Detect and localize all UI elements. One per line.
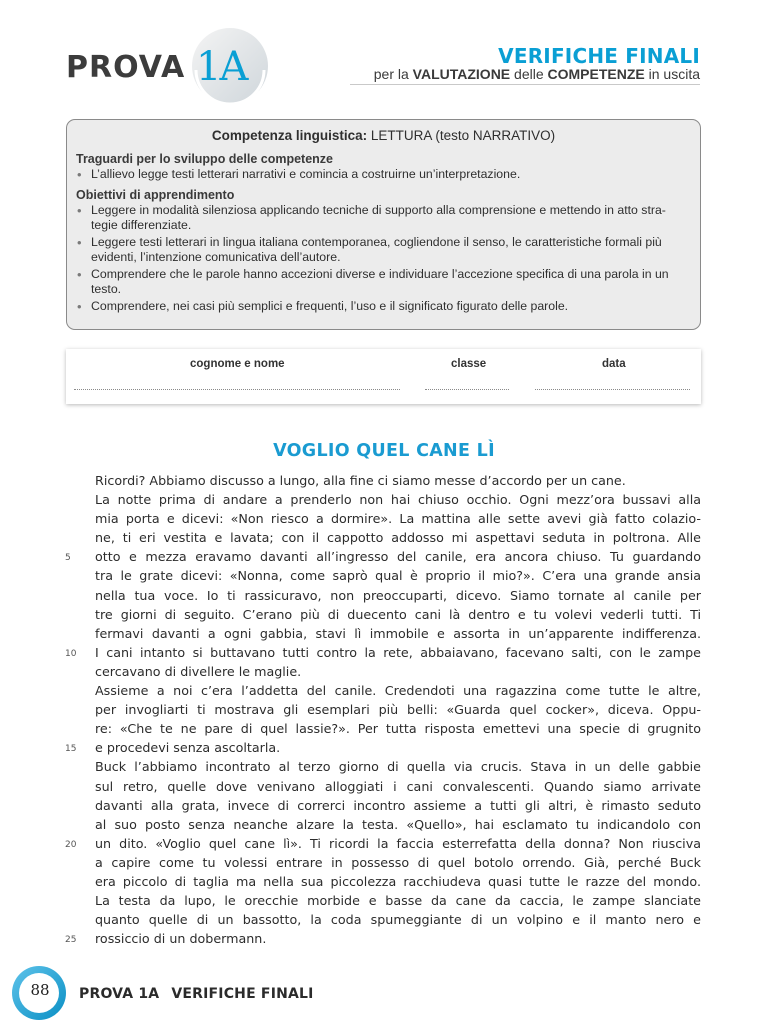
name-label: cognome e nome — [190, 358, 285, 370]
story-title: VOGLIO QUEL CANE LÌ — [273, 441, 495, 461]
line-number: 25 — [65, 935, 77, 945]
obiettivi-item: • Comprendere che le parole hanno accezioni diverse e individuare l’accezione specifica di una parola in un testo. — [76, 267, 691, 297]
line-number: 5 — [65, 553, 71, 563]
story-line: era piccolo di taglia ma nella sua piccolezza racchiudeva quasi tutte le razze del mondo. — [95, 873, 701, 889]
competence-heading: Competenza linguistica: LETTURA (testo NARRATIVO) — [211, 128, 556, 143]
obiettivi-item: • Comprendere, nei casi più semplici e frequenti, l’uso e il significato figurato delle parole. — [76, 299, 691, 314]
class-field[interactable] — [425, 389, 509, 390]
header-prova-label: PROVA — [66, 50, 186, 85]
story-line: quanto quelle di un bassotto, la coda spumeggiante di un volpino e il manto nero e — [95, 912, 701, 928]
date-label: data — [602, 358, 626, 370]
class-label: classe — [451, 358, 487, 370]
story-line: ne, ti eri vestita e lavata; con il cappotto addosso mi aspettavi seduta in poltrona. Alle — [95, 530, 701, 546]
story-line: rossiccio di un dobermann. — [95, 931, 267, 947]
story-line: tre giorni di seguito. C’erano più di duecento cani là dentro e tu volevi vederli tutti. Ti — [95, 606, 701, 622]
story-line: per invogliarti ti mostrava gli esemplari più belli: «Guarda quel cocker», diceva. Oppu- — [95, 702, 701, 718]
story-line: fermavi davanti a ogni gabbia, stavi lì immobile e assorta in un’apparente indifferenza. — [95, 625, 701, 641]
page-number: 88 — [30, 981, 50, 999]
header-divider — [350, 84, 700, 85]
story-text — [95, 471, 701, 948]
obiettivi-item: • Leggere testi letterari in lingua italiana contemporanea, cogliendone il senso, le caratteristiche formali più evidenti, l’intenzione comunicativa dell’autore. — [76, 235, 691, 265]
story-line: La testa da lupo, le orecchie morbide e basse da cane da caccia, le zampe slanciate — [95, 893, 701, 909]
student-info-form — [66, 349, 701, 404]
traguardi-item: • L’allievo legge testi letterari narrativi e comincia a costruirne un’interpretazione. — [76, 167, 691, 182]
name-field[interactable] — [74, 389, 400, 390]
story-line: al suo posto senza neanche alzare la testa. «Quello», hai esclamato tu indicandolo con — [95, 816, 701, 832]
obiettivi-title: Obiettivi di apprendimento — [76, 188, 235, 202]
story-line: cercavano di divellere le maglie. — [95, 663, 302, 679]
date-field[interactable] — [535, 389, 690, 390]
prova-badge-number: 1A — [196, 44, 247, 90]
story-line: I cani intanto si buttavano tutti contro la rete, abbaiavano, facevano salti, con le zampe — [95, 644, 701, 660]
story-line: Assieme a noi c’era l’addetta del canile. Credendoti una ragazzina come tutte le altre, — [95, 683, 701, 699]
story-line: re: «Che te ne pare di quel lassie?». Per tutta risposta emettevi una specie di grugnito — [95, 721, 701, 737]
line-number: 20 — [65, 840, 77, 850]
story-line: tra le grate dicevi: «Nonna, come saprò qual è proprio il mio?». C’era una grande ansia — [95, 568, 701, 584]
header-verifiche-finali: VERIFICHE FINALI — [498, 44, 700, 68]
traguardi-title: Traguardi per lo sviluppo delle competenze — [76, 152, 334, 166]
story-line: Ricordi? Abbiamo discusso a lungo, alla fine ci siamo messe d’accordo per un cane. — [95, 473, 626, 488]
story-line: La notte prima di andare a prenderlo non hai chiuso occhio. Ogni mezz’ora bussavi alla — [95, 492, 701, 508]
obiettivi-item: • Leggere in modalità silenziosa applicando tecniche di supporto alla comprensione e mettendo in atto stra- tegie differenziate. — [76, 203, 691, 233]
competence-box — [66, 119, 701, 330]
story-line: un dito. «Voglio quel cane lì». Ti ricordi la faccia esterrefatta della donna? Non riusciva — [95, 835, 701, 851]
line-number: 15 — [65, 744, 77, 754]
line-number: 10 — [65, 649, 77, 659]
footer-label: PROVA 1A VERIFICHE FINALI — [79, 986, 314, 1002]
story-line: Buck l’abbiamo incontrato al terzo giorno di quella via crucis. Stava in un delle gabbie — [95, 759, 701, 775]
story-line: mia porta e dicevi: «Non riesco a dormire». La mattina alle sette avevi già fatto colazio- — [95, 511, 701, 527]
story-line: otto e mezza eravamo davanti all’ingresso del canile, era ancora chiuso. Tu guardando — [95, 549, 701, 565]
story-line: sul retro, quelle dove venivano alloggiati i cani convalescenti. Quando siamo arrivate — [95, 778, 701, 794]
story-line: a capire come tu volessi entrare in possesso di quel botolo orrendo. Già, perché Buck — [95, 854, 701, 870]
story-line: davanti alla grata, invece di correrci incontro assieme a tutti gli altri, è rimasto seduto — [95, 797, 701, 813]
story-line: e procedevi senza ascoltarla. — [95, 740, 281, 756]
traguardi-list — [76, 167, 691, 182]
story-line: nella tua voce. Io ti rassicuravo, non preoccuparti, dicevo. Siamo tornate al canile per — [95, 587, 701, 603]
header-subtitle: per la VALUTAZIONE delle COMPETENZE in uscita — [373, 66, 700, 82]
obiettivi-list — [76, 203, 691, 314]
